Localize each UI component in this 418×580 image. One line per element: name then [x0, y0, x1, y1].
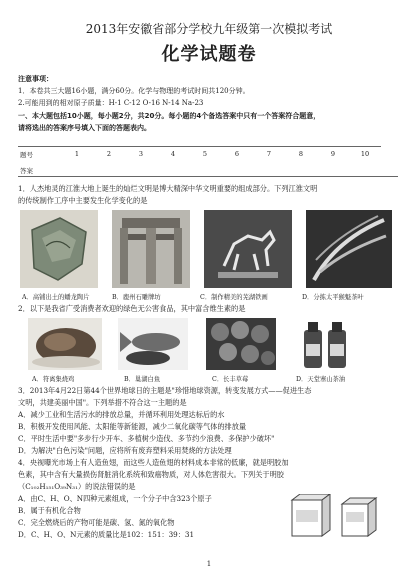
answer-table-number: 6 [221, 147, 253, 162]
q2-option-a: A．符离集烧鸡 [32, 376, 75, 383]
answer-table [18, 146, 381, 161]
answer-table-number: 2 [93, 147, 125, 162]
q1-option-c: C．制作精美的芜湖铁画 [200, 294, 268, 301]
iron-horse-icon [204, 210, 292, 288]
q2-option-b: B．巢湖白鱼 [124, 376, 161, 383]
q3-option-a: A．减少工业和生活污水的排放总量，并循环利用处理达标后的水 [18, 410, 225, 419]
subject-title: 化学试题卷 [161, 44, 257, 65]
q4-image-product-boxes [290, 494, 394, 544]
q1-image-pottery [20, 210, 98, 288]
strawberry-icon [206, 318, 276, 370]
q2-option-d: D．天堂寨山茶油 [296, 376, 346, 383]
section-one-instructions: 一、本大题包括10小题，每小题2分，共20分。每小题的4个备选答案中只有一个答案符合题意， [18, 112, 321, 120]
q2-image-tea-oil [296, 318, 356, 370]
q4-line-1: 4．央视曝光市场上有人造鱼翅，而这些人造鱼翅的材料成本非常的低廉，就是明胶加 [18, 458, 289, 467]
q2-image-chicken [28, 318, 102, 370]
q2-image-strawberries [206, 318, 276, 370]
q1-image-tea-leaves [306, 210, 392, 288]
q1-line-1: 1．人杰地灵的江淮大地上诞生的灿烂文明是博大精深中华文明重要的组成部分。下列江淮文明 [18, 184, 318, 193]
q3-option-d: D．为解决"白色污染"问题，应将所有废弃塑料采用焚烧的方法处理 [18, 446, 232, 455]
q3-line-1: 3．2013年4月22日第44个世界地球日的主题是"珍惜地球资源，转变发展方式——促进生态 [18, 386, 312, 395]
q4-line-2: 色素，其中含有大量损伤肾脏消化系统和致癌物质，对人体危害很大。下列关于明胶 [18, 470, 284, 479]
q4-option-b: B．属于有机化合物 [18, 506, 81, 515]
product-box-icon [290, 494, 394, 544]
answer-table-number: 7 [253, 147, 285, 162]
notes-heading: 注意事项： [18, 75, 53, 83]
notes-line-2: 2.可能用到的相对原子质量：H-1 C-12 O-16 N-14 Na-23 [18, 99, 204, 107]
q3-line-2: 文明，共建美丽中国"。下列举措不符合这一主题的是 [18, 398, 187, 407]
q2-line-1: 2．以下是我省广受消费者欢迎的绿色无公害食品，其中富含维生素的是 [18, 304, 246, 313]
answer-table-number: 3 [125, 147, 157, 162]
answer-table-number: 5 [189, 147, 221, 162]
section-one-instructions-cont: 请将选出的答案序号填入下面的答题表内。 [18, 124, 151, 132]
pottery-fragment-icon [20, 210, 98, 288]
q2-image-fish [118, 318, 188, 370]
q3-option-b: B．积极开发使用风能、太阳能等新能源，减少二氧化碳等气体的排放量 [18, 422, 247, 431]
exam-title: 2013年安徽省部分学校九年级第一次模拟考试 [85, 22, 333, 36]
answer-table-number: 10 [349, 147, 381, 162]
answer-table-header-row [18, 147, 381, 162]
q1-image-iron-painting [204, 210, 292, 288]
answer-row-label: 答案 [20, 167, 33, 175]
q1-line-2: 的传统制作工序中主要发生化学变化的是 [18, 196, 148, 205]
answer-table-header: 题号 [18, 147, 61, 162]
answer-table-number: 9 [317, 147, 349, 162]
tea-leaves-icon [306, 210, 392, 288]
roast-chicken-icon [28, 318, 102, 370]
answer-table-number: 1 [61, 147, 93, 162]
page-number: 1 [206, 560, 212, 568]
stone-archway-icon [112, 210, 190, 288]
answer-row-line [18, 176, 398, 177]
q2-option-c: C．长丰草莓 [212, 376, 249, 383]
oil-bottle-icon [296, 318, 356, 370]
q4-option-c: C．完全燃烧后的产物可能是碳、氢、氮的氧化物 [18, 518, 175, 527]
q4-option-a: A．由C、H、O、N四种元素组成，一个分子中含323个原子 [18, 494, 212, 503]
answer-table-number: 8 [285, 147, 317, 162]
q3-option-c: C．平时生活中要"多步行少开车、多植树少造伐、多节约少浪费、多保护少破坏" [18, 434, 275, 443]
q1-option-d: D．分拣太平猴魁茶叶 [302, 294, 364, 301]
answer-table-number: 4 [157, 147, 189, 162]
white-fish-icon [118, 318, 188, 370]
notes-line-1: 1．本卷共三大题16小题，满分60分。化学与物理的考试时间共120分钟。 [18, 87, 250, 95]
q1-option-b: B．鹿州石雕牌坊 [112, 294, 161, 301]
q4-line-3: （C₁₀₂H₁₅₁O₃₉N₃₁）的说法错误的是 [18, 482, 136, 491]
q4-option-d: D．C、H、O、N元素的质量比是102：151：39：31 [18, 530, 195, 539]
q1-option-a: A．高铺出土的蟠龙陶片 [22, 294, 90, 301]
q1-image-archway [112, 210, 190, 288]
